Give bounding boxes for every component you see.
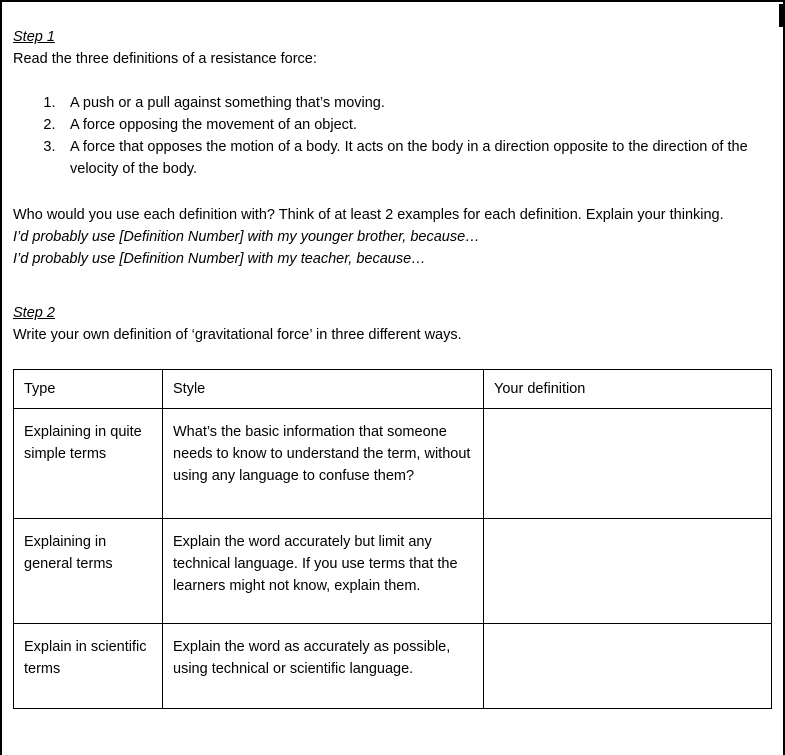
definition-item-2: 2. A force opposing the movement of an object. [70,114,761,136]
column-header-your-definition: Your definition [484,370,772,409]
style-cell: Explain the word as accurately as possible, using technical or scientific language. [163,624,484,709]
column-header-style: Style [163,370,484,409]
style-cell: What’s the basic information that someone needs to know to understand the term, without using any language to confuse them? [163,409,484,519]
your-definition-cell[interactable] [484,624,772,709]
column-header-type: Type [14,370,163,409]
step1-heading: Step 1 [13,29,55,45]
definition-item-3: 3. A force that opposes the motion of a body. It acts on the body in a direction opposite to the direction of the velocity of the body. [70,136,761,180]
step2-instruction: Write your own definition of ‘gravitational force’ in three different ways. [13,327,462,343]
definitions-list [13,92,761,180]
step1-instruction: Read the three definitions of a resistance force: [13,51,317,67]
discussion-question: Who would you use each definition with? Think of at least 2 examples for each definition. Explain your thinking. [13,207,724,223]
type-cell: Explaining in quite simple terms [14,409,163,519]
table-row [14,519,772,624]
style-cell: Explain the word accurately but limit any technical language. If you use terms that the learners might not know, explain them. [163,519,484,624]
table-row [14,409,772,519]
scrollbar-thumb[interactable] [779,4,783,27]
table-row [14,624,772,709]
definition-item-1: 1. A push or a pull against something that’s moving. [70,92,761,114]
sentence-starter-brother: I’d probably use [Definition Number] with my younger brother, because… [13,229,480,245]
your-definition-cell[interactable] [484,519,772,624]
type-cell: Explaining in general terms [14,519,163,624]
your-definition-cell[interactable] [484,409,772,519]
table-header-row [14,370,772,409]
sentence-starter-teacher: I’d probably use [Definition Number] with my teacher, because… [13,251,426,267]
step2-heading: Step 2 [13,305,55,321]
type-cell: Explain in scientific terms [14,624,163,709]
definitions-table [13,369,772,709]
